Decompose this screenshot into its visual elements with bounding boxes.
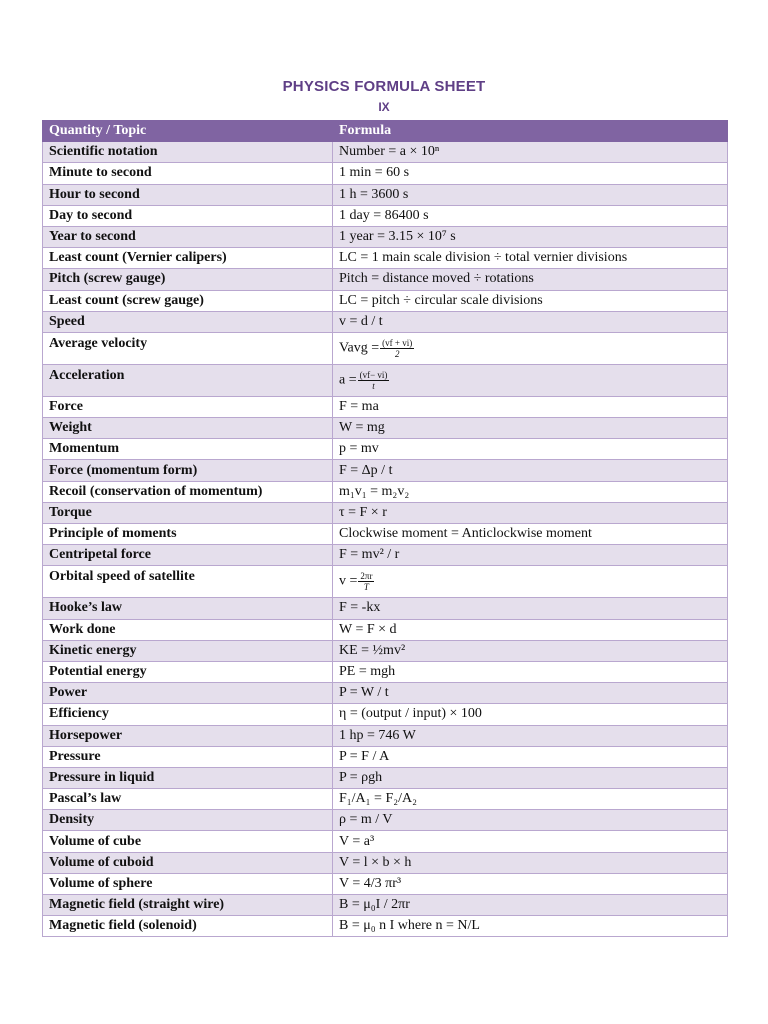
formula-text: P = W / t — [339, 685, 389, 701]
formula-text: V = a³ — [339, 833, 375, 849]
table-row — [43, 598, 728, 619]
topic-cell: Pressure in liquid — [43, 767, 333, 788]
formula-text: F = ma — [339, 398, 379, 414]
table-row — [43, 248, 728, 269]
formula-text: 1 min = 60 s — [339, 165, 410, 181]
topic-cell: Pitch (screw gauge) — [43, 269, 333, 290]
formula-text: KE = ½mv² — [339, 642, 406, 658]
column-header-topic: Quantity / Topic — [43, 121, 333, 142]
table-row — [43, 142, 728, 163]
topic-cell: Work done — [43, 619, 333, 640]
formula-text: 1 h = 3600 s — [339, 186, 409, 202]
formula-cell — [333, 895, 728, 916]
table-row — [43, 767, 728, 788]
table-row — [43, 746, 728, 767]
topic-cell: Pascal’s law — [43, 789, 333, 810]
formula-cell — [333, 524, 728, 545]
topic-cell: Day to second — [43, 205, 333, 226]
topic-cell: Acceleration — [43, 364, 333, 396]
table-header-row — [43, 121, 728, 142]
topic-cell: Torque — [43, 502, 333, 523]
formula-cell — [333, 725, 728, 746]
formula-cell — [333, 418, 728, 439]
formula-cell — [333, 311, 728, 332]
formula-text: W = mg — [339, 420, 385, 436]
formula-cell — [333, 481, 728, 502]
formula-text: Vavg = — [339, 340, 380, 356]
table-row — [43, 524, 728, 545]
table-row — [43, 184, 728, 205]
table-row — [43, 163, 728, 184]
formula-cell — [333, 226, 728, 247]
formula-cell — [333, 545, 728, 566]
topic-cell: Average velocity — [43, 332, 333, 364]
topic-cell: Speed — [43, 311, 333, 332]
formula-text: P = ρgh — [339, 769, 383, 785]
fraction-denominator: T — [363, 582, 369, 593]
fraction-numerator: (vf− vi) — [359, 369, 388, 380]
formula-cell — [333, 916, 728, 937]
formula-text: v = — [339, 574, 358, 590]
table-row — [43, 364, 728, 396]
column-header-formula: Formula — [333, 121, 728, 142]
sheet-title: PHYSICS FORMULA SHEET — [282, 78, 486, 95]
table-row — [43, 640, 728, 661]
formula-cell — [333, 767, 728, 788]
topic-cell: Orbital speed of satellite — [43, 566, 333, 598]
formula-cell — [333, 290, 728, 311]
formula-text: F = mv² / r — [339, 547, 400, 563]
table-row — [43, 205, 728, 226]
topic-cell: Force — [43, 396, 333, 417]
formula-cell — [333, 396, 728, 417]
formula-text: 1 day = 86400 s — [339, 207, 429, 223]
table-row — [43, 704, 728, 725]
topic-cell: Momentum — [43, 439, 333, 460]
topic-cell: Magnetic field (solenoid) — [43, 916, 333, 937]
formula-text: m₁v₁ = m₂v₂ — [339, 483, 410, 499]
formula-cell — [333, 852, 728, 873]
formula-cell — [333, 184, 728, 205]
formula-cell — [333, 746, 728, 767]
topic-cell: Scientific notation — [43, 142, 333, 163]
formula-cell — [333, 704, 728, 725]
formula-text: 1 year = 3.15 × 10⁷ s — [339, 229, 456, 245]
formula-cell — [333, 439, 728, 460]
formula-cell — [333, 205, 728, 226]
topic-cell: Volume of cube — [43, 831, 333, 852]
table-row — [43, 439, 728, 460]
topic-cell: Minute to second — [43, 163, 333, 184]
topic-cell: Horsepower — [43, 725, 333, 746]
table-row — [43, 311, 728, 332]
table-row — [43, 290, 728, 311]
table-row — [43, 566, 728, 598]
formula-text: 1 hp = 746 W — [339, 727, 416, 743]
fraction-numerator: (vf + vi) — [382, 337, 413, 348]
table-row — [43, 502, 728, 523]
table-row — [43, 226, 728, 247]
formula-text: v = d / t — [339, 313, 383, 329]
table-row — [43, 683, 728, 704]
formula-cell — [333, 460, 728, 481]
formula-cell — [333, 640, 728, 661]
formula-cell — [333, 789, 728, 810]
topic-cell: Magnetic field (straight wire) — [43, 895, 333, 916]
formula-cell — [333, 142, 728, 163]
formula-cell — [333, 873, 728, 894]
formula-text: LC = pitch ÷ circular scale divisions — [339, 292, 543, 308]
formula-cell — [333, 502, 728, 523]
formula-text: η = (output / input) × 100 — [339, 706, 482, 722]
formula-cell — [333, 566, 728, 598]
topic-cell: Principle of moments — [43, 524, 333, 545]
topic-cell: Force (momentum form) — [43, 460, 333, 481]
sheet-subtitle: IX — [378, 100, 390, 114]
formula-cell — [333, 332, 728, 364]
formula-cell — [333, 661, 728, 682]
table-row — [43, 810, 728, 831]
formula-text: F = Δp / t — [339, 462, 393, 478]
topic-cell: Volume of sphere — [43, 873, 333, 894]
topic-cell: Power — [43, 683, 333, 704]
formula-cell — [333, 248, 728, 269]
table-row — [43, 873, 728, 894]
topic-cell: Hooke’s law — [43, 598, 333, 619]
topic-cell: Volume of cuboid — [43, 852, 333, 873]
table-row — [43, 332, 728, 364]
formula-text: V = 4/3 πr³ — [339, 875, 402, 891]
formula-cell — [333, 364, 728, 396]
formula-text: τ = F × r — [339, 504, 387, 520]
formula-fraction — [358, 571, 374, 592]
formula-cell — [333, 269, 728, 290]
formula-text: B = μ₀I / 2πr — [339, 897, 410, 913]
table-row — [43, 789, 728, 810]
table-row — [43, 725, 728, 746]
topic-cell: Centripetal force — [43, 545, 333, 566]
formula-text: V = l × b × h — [339, 854, 412, 870]
table-row — [43, 269, 728, 290]
formula-cell — [333, 683, 728, 704]
formula-text: PE = mgh — [339, 664, 396, 680]
formula-cell — [333, 598, 728, 619]
topic-cell: Pressure — [43, 746, 333, 767]
table-row — [43, 831, 728, 852]
formula-cell — [333, 163, 728, 184]
formula-text: LC = 1 main scale division ÷ total vernier divisions — [339, 250, 628, 266]
formula-text: Pitch = distance moved ÷ rotations — [339, 271, 534, 287]
formula-text: F = -kx — [339, 600, 381, 616]
fraction-numerator: 2πr — [360, 571, 373, 582]
table-row — [43, 852, 728, 873]
formula-fraction — [358, 370, 390, 391]
topic-cell: Hour to second — [43, 184, 333, 205]
topic-cell: Weight — [43, 418, 333, 439]
formula-cell — [333, 619, 728, 640]
formula-text: p = mv — [339, 441, 379, 457]
formula-text: ρ = m / V — [339, 812, 393, 828]
topic-cell: Kinetic energy — [43, 640, 333, 661]
formula-cell — [333, 810, 728, 831]
topic-cell: Recoil (conservation of momentum) — [43, 481, 333, 502]
formula-table — [42, 120, 728, 937]
table-row — [43, 661, 728, 682]
table-row — [43, 895, 728, 916]
table-row — [43, 418, 728, 439]
fraction-denominator: 2 — [394, 348, 400, 359]
table-row — [43, 460, 728, 481]
topic-cell: Year to second — [43, 226, 333, 247]
formula-table-body — [43, 142, 728, 937]
table-row — [43, 545, 728, 566]
fraction-denominator: t — [372, 380, 375, 391]
formula-text: a = — [339, 372, 357, 388]
topic-cell: Efficiency — [43, 704, 333, 725]
topic-cell: Potential energy — [43, 661, 333, 682]
formula-text: P = F / A — [339, 748, 390, 764]
formula-text: Number = a × 10ⁿ — [339, 144, 440, 160]
topic-cell: Least count (Vernier calipers) — [43, 248, 333, 269]
formula-text: B = μ₀ n I where n = N/L — [339, 918, 480, 934]
table-row — [43, 916, 728, 937]
formula-text: W = F × d — [339, 621, 397, 637]
topic-cell: Density — [43, 810, 333, 831]
formula-cell — [333, 831, 728, 852]
topic-cell: Least count (screw gauge) — [43, 290, 333, 311]
formula-text: F₁/A₁ = F₂/A₂ — [339, 791, 417, 807]
formula-text: Clockwise moment = Anticlockwise moment — [339, 526, 592, 542]
table-row — [43, 619, 728, 640]
table-row — [43, 396, 728, 417]
table-row — [43, 481, 728, 502]
formula-fraction — [380, 338, 414, 359]
